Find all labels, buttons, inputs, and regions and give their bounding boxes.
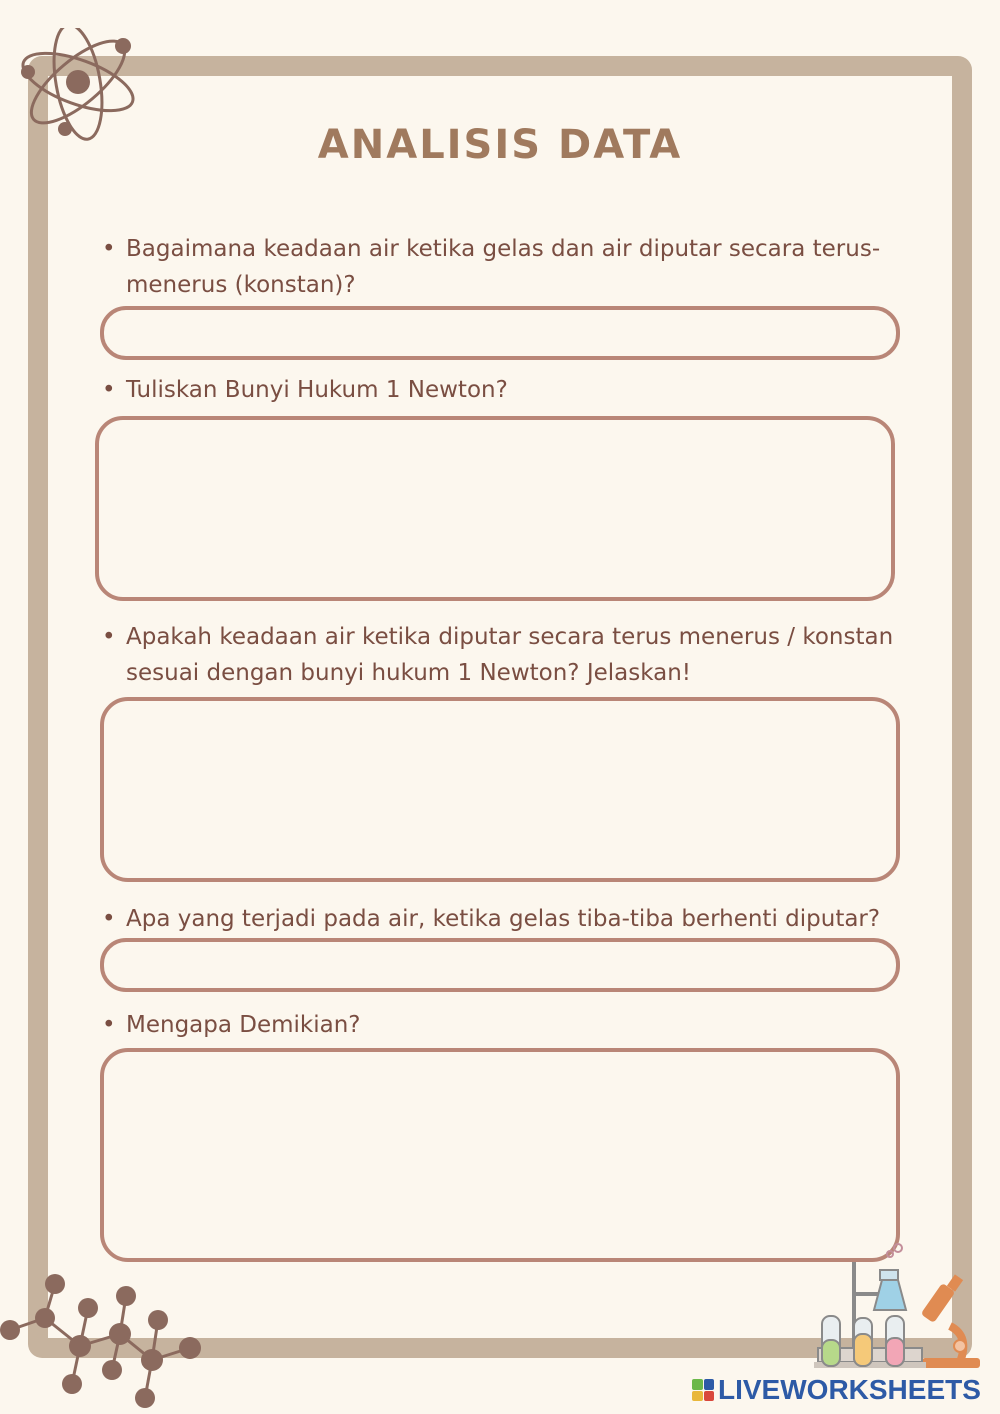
question-5: • Mengapa Demikian?	[100, 1007, 930, 1043]
answer-box-4[interactable]	[100, 938, 900, 992]
answer-box-2[interactable]	[95, 416, 895, 601]
question-1: • Bagaimana keadaan air ketika gelas dan air diputar secara terus-menerus (konstan)?	[100, 231, 930, 303]
lab-equipment-icon	[810, 1240, 990, 1380]
brand-logo	[692, 1375, 981, 1405]
molecule-icon	[0, 1268, 210, 1414]
answer-box-1[interactable]	[100, 306, 900, 360]
question-2: • Tuliskan Bunyi Hukum 1 Newton?	[100, 372, 930, 408]
brand-text: LIVEWORKSHEETS	[718, 1374, 981, 1405]
question-4: • Apa yang terjadi pada air, ketika gelas tiba-tiba berhenti diputar?	[100, 901, 930, 937]
page-title: ANALISIS DATA	[317, 122, 683, 168]
answer-box-3[interactable]	[100, 697, 900, 882]
liveworksheets-logo-icon	[692, 1379, 714, 1401]
question-3: • Apakah keadaan air ketika diputar secara terus menerus / konstan sesuai dengan bunyi hukum 1 Newton? Jelaskan!	[100, 619, 930, 691]
answer-box-5[interactable]	[100, 1048, 900, 1262]
